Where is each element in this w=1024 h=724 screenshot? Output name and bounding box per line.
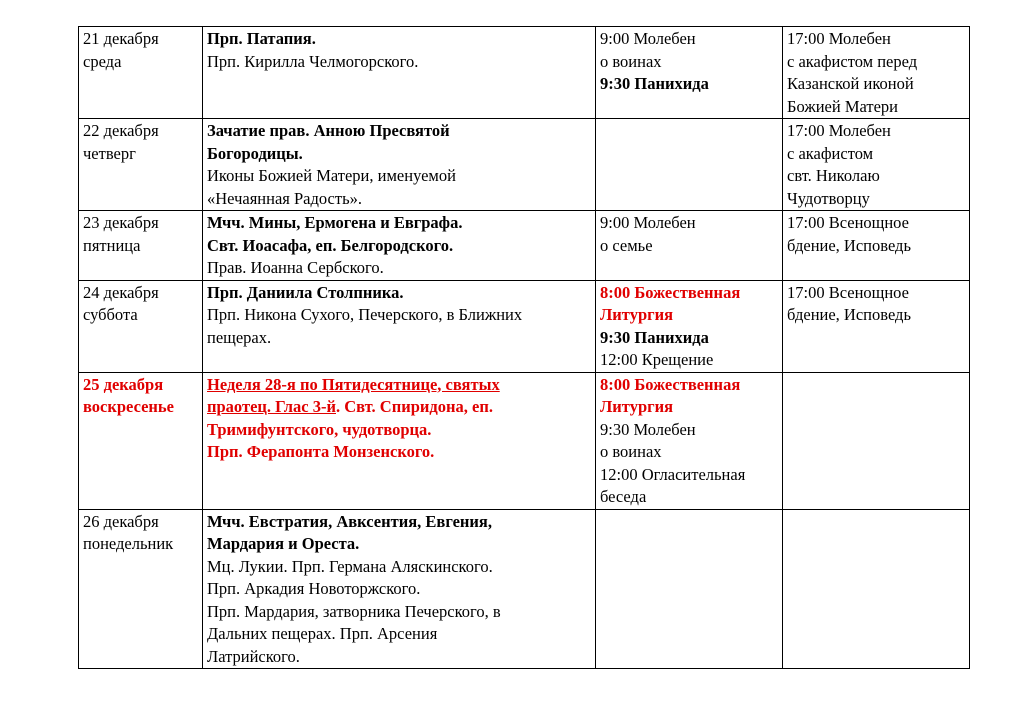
service-line: 9:30 Панихида (600, 74, 709, 93)
weekday: суббота (83, 305, 138, 324)
evening-service-cell (783, 27, 970, 119)
morning-service-cell (596, 509, 783, 669)
morning-service-cell (596, 280, 783, 372)
table-row (79, 27, 970, 119)
saint-line: Мц. Лукии. Прп. Германа Аляскинского. (207, 556, 493, 576)
service-line: с акафистом (787, 143, 874, 163)
morning-service-cell (596, 119, 783, 211)
date: 23 декабря (83, 213, 159, 232)
feast-title: Прп. Патапия. (207, 29, 316, 48)
service-line: с акафистом перед (787, 51, 918, 71)
morning-service-cell (596, 211, 783, 281)
service-line: беседа (600, 487, 647, 506)
date: 26 декабря (83, 511, 159, 531)
feast-title: Мчч. Мины, Ермогена и Евграфа. (207, 213, 463, 232)
feast-tone: праотец. Глас 3-й (207, 397, 336, 416)
service-line: о семье (600, 235, 653, 255)
saint-line: Иконы Божией Матери, именуемой (207, 166, 456, 185)
feast-title: Прп. Ферапонта Монзенского. (207, 442, 435, 461)
service-line: 9:30 Панихида (600, 327, 709, 347)
feast-title: Зачатие прав. Анною Пресвятой (207, 121, 450, 140)
date-cell (79, 280, 203, 372)
service-line: 9:00 Молебен (600, 29, 696, 48)
feast-title: Неделя 28-я по Пятидесятнице, святых (207, 374, 500, 394)
service-line: 17:00 Всенощное (787, 282, 909, 302)
service-line: бдение, Исповедь (787, 305, 911, 324)
saint-line: пещерах. (207, 327, 272, 347)
morning-service-cell (596, 27, 783, 119)
saint-line: Прп. Мардария, затворника Печерского, в (207, 601, 501, 621)
date: 21 декабря (83, 29, 159, 48)
table-row (79, 509, 970, 669)
liturgy-line: Литургия (600, 305, 674, 324)
evening-service-cell (783, 509, 970, 669)
saint-line: Прп. Никона Сухого, Печерского, в Ближних (207, 305, 523, 324)
saints-cell (203, 280, 596, 372)
feast-title: . Свт. Спиридона, еп. (336, 397, 493, 416)
saints-cell (203, 27, 596, 119)
saints-cell (203, 119, 596, 211)
feast-title: Мчч. Евстратия, Авксентия, Евгения, (207, 511, 492, 531)
evening-service-cell (783, 280, 970, 372)
saint-line: Латрийского. (207, 646, 300, 666)
liturgy-line: 8:00 Божественная (600, 374, 741, 394)
saint-line: Прп. Аркадия Новоторжского. (207, 579, 421, 598)
schedule-table (78, 26, 970, 669)
service-line: о воинах (600, 51, 662, 71)
weekday: понедельник (83, 534, 174, 553)
feast-title: Прп. Даниила Столпника. (207, 282, 404, 302)
weekday: воскресенье (83, 397, 174, 416)
table-row-sunday (79, 372, 970, 509)
liturgy-line: Литургия (600, 397, 674, 416)
service-line: 9:30 Молебен (600, 419, 696, 439)
date-cell (79, 27, 203, 119)
weekday: четверг (83, 143, 136, 163)
date-cell (79, 509, 203, 669)
weekday: пятница (83, 235, 141, 255)
service-line: 12:00 Огласительная (600, 464, 746, 484)
morning-service-cell (596, 372, 783, 509)
table-row (79, 211, 970, 281)
service-line: Чудотворцу (787, 188, 870, 208)
feast-title: Мардария и Ореста. (207, 534, 360, 553)
service-line: 17:00 Молебен (787, 121, 891, 140)
date-cell (79, 119, 203, 211)
table-row (79, 280, 970, 372)
saint-line: «Нечаянная Радость». (207, 188, 362, 208)
service-line: Божией Матери (787, 96, 899, 116)
service-line: 17:00 Молебен (787, 29, 891, 48)
service-line: Казанской иконой (787, 74, 914, 93)
evening-service-cell (783, 372, 970, 509)
service-line: 17:00 Всенощное (787, 213, 909, 232)
service-line: свт. Николаю (787, 166, 880, 185)
evening-service-cell (783, 211, 970, 281)
date: 25 декабря (83, 374, 164, 394)
service-line: о воинах (600, 442, 662, 461)
date-cell (79, 211, 203, 281)
feast-title: Богородицы. (207, 143, 303, 163)
saints-cell (203, 211, 596, 281)
service-line: бдение, Исповедь (787, 235, 911, 255)
saints-cell (203, 509, 596, 669)
service-line: 9:00 Молебен (600, 213, 696, 232)
service-line: 12:00 Крещение (600, 350, 714, 369)
feast-title: Свт. Иоасафа, еп. Белгородского. (207, 235, 454, 255)
saint-line: Прав. Иоанна Сербского. (207, 258, 384, 277)
table-row (79, 119, 970, 211)
evening-service-cell (783, 119, 970, 211)
saint-line: Прп. Кирилла Челмогорского. (207, 51, 419, 71)
feast-title: Тримифунтского, чудотворца. (207, 419, 432, 439)
liturgy-line: 8:00 Божественная (600, 282, 741, 302)
date: 24 декабря (83, 282, 159, 302)
saints-cell (203, 372, 596, 509)
saint-line: Дальних пещерах. Прп. Арсения (207, 624, 438, 643)
date-cell (79, 372, 203, 509)
date: 22 декабря (83, 121, 159, 140)
weekday: среда (83, 51, 122, 71)
